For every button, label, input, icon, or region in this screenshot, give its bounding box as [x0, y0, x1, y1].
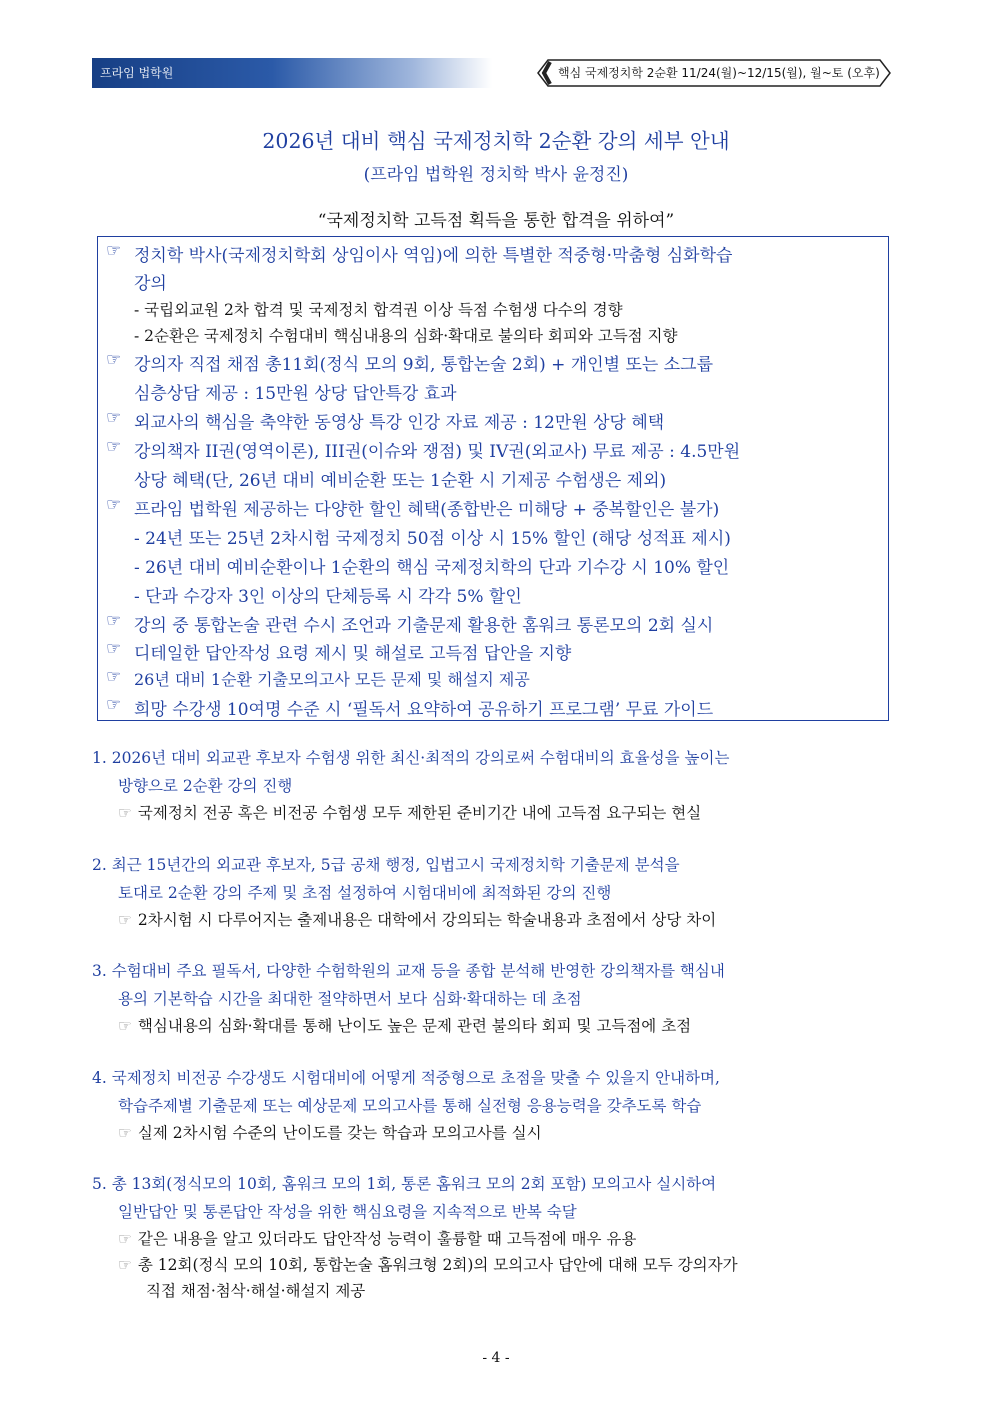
pointing-hand-icon: ☞: [106, 639, 122, 659]
note-text: 핵심내용의 심화·확대를 통해 난이도 높은 문제 관련 불의타 회피 및 고득점에 초점: [137, 1017, 692, 1035]
highlight-text-cont: 심층상담 제공 : 15만원 상당 답안특강 효과: [134, 384, 457, 404]
highlight-subitem: - 단과 수강자 3인 이상의 단체등록 시 각각 5% 할인: [134, 587, 522, 607]
header-academy-label: [92, 58, 492, 88]
note-text-cont: 직접 채점·첨삭·해설·해설지 제공: [146, 1282, 366, 1300]
section-heading: 1. 2026년 대비 외교관 후보자 수험생 위한 최신·최적의 강의로써 수험대비의 효율성을 높이는: [92, 749, 730, 767]
section-heading: 4. 국제정치 비전공 수강생도 시험대비에 어떻게 적중형으로 초점을 맞출 수 있을지 안내하며,: [92, 1069, 720, 1087]
highlight-text: 강의책자 II권(영역이론), III권(이슈와 쟁점) 및 IV권(외교사) 무료 제공 : 4.5만원: [134, 442, 741, 462]
highlight-text: 희망 수강생 10여명 수준 시 ‘필독서 요약하여 공유하기 프로그램’ 무료 가이드: [134, 700, 714, 720]
section-heading-cont: 학습주제별 기출문제 또는 예상문제 모의고사를 통해 실전형 응용능력을 갖추도록 학습: [118, 1097, 702, 1115]
pointing-hand-icon: ☞: [106, 241, 122, 261]
section-note: [118, 1253, 738, 1275]
note-text: 총 12회(정식 모의 10회, 통합논술 홈워크형 2회)의 모의고사 답안에 대해 모두 강의자가: [137, 1256, 738, 1274]
pointing-hand-icon: ☞: [106, 350, 122, 370]
pointing-hand-icon: ☞: [106, 667, 122, 687]
highlight-text-cont: 강의: [134, 274, 167, 294]
pointing-hand-icon: ☞: [106, 611, 122, 631]
header-course-info: [536, 58, 892, 88]
pointing-hand-icon: ☞: [106, 495, 122, 515]
section-note: [118, 1227, 636, 1249]
highlights-box: [97, 236, 889, 721]
section-heading-cont: 용의 기본학습 시간을 최대한 절약하면서 보다 심화·확대하는 데 초점: [118, 990, 582, 1008]
section-heading: 5. 총 13회(정식모의 10회, 홈워크 모의 1회, 통론 홈워크 모의 2회 포함) 모의고사 실시하여: [92, 1175, 717, 1193]
page-title: 2026년 대비 핵심 국제정치학 2순환 강의 세부 안내: [262, 129, 730, 153]
highlight-text: 프라임 법학원 제공하는 다양한 할인 혜택(종합반은 미해당 + 중복할인은 불가): [134, 500, 720, 520]
highlight-text: 강의 중 통합논술 관련 수시 조언과 기출문제 활용한 홈워크 통론모의 2회 실시: [134, 616, 714, 636]
pointing-hand-icon: ☞: [118, 1230, 132, 1248]
pointing-hand-icon: ☞: [118, 1256, 132, 1274]
pointing-hand-icon: ☞: [106, 408, 122, 428]
note-text: 국제정치 전공 혹은 비전공 수험생 모두 제한된 준비기간 내에 고득점 요구되는 현실: [137, 804, 702, 822]
highlight-text: 외교사의 핵심을 축약한 동영상 특강 인강 자료 제공 : 12만원 상당 혜택: [134, 413, 665, 433]
header-academy-text: 프라임 법학원: [100, 66, 174, 80]
highlight-subitem: - 26년 대비 예비순환이나 1순환의 핵심 국제정치학의 단과 기수강 시 10% 할인: [134, 558, 730, 578]
note-text: 2차시험 시 다루어지는 출제내용은 대학에서 강의되는 학술내용과 초점에서 상당 차이: [137, 911, 717, 929]
section-note: [118, 801, 701, 823]
highlight-subitem: - 국립외교원 2차 합격 및 국제정치 합격권 이상 득점 수험생 다수의 경향: [134, 301, 623, 319]
pointing-hand-icon: ☞: [106, 437, 122, 457]
highlight-subitem: - 24년 또는 25년 2차시험 국제정치 50점 이상 시 15% 할인 (해당 성적표 제시): [134, 529, 731, 549]
header-course-text: 핵심 국제정치학 2순환 11/24(월)~12/15(월), 월~토 (오후): [558, 66, 880, 80]
pointing-hand-icon: ☞: [118, 804, 132, 822]
highlight-text: 26년 대비 1순환 기출모의고사 모든 문제 및 해설지 제공: [134, 670, 530, 689]
page-number: - 4 -: [482, 1350, 510, 1366]
highlight-subitem: - 2순환은 국제정치 수험대비 핵심내용의 심화·확대로 불의타 회피와 고득점 지향: [134, 327, 678, 345]
section-note: [118, 908, 716, 930]
note-text: 같은 내용을 알고 있더라도 답안작성 능력이 훌륭할 때 고득점에 매우 유용: [137, 1230, 637, 1248]
pointing-hand-icon: ☞: [118, 1017, 132, 1035]
note-text: 실제 2차시험 수준의 난이도를 갖는 학습과 모의고사를 실시: [137, 1124, 542, 1142]
highlight-text: 정치학 박사(국제정치학회 상임이사 역임)에 의한 특별한 적중형·막춤형 심화학습: [134, 246, 733, 266]
section-heading-cont: 일반답안 및 통론답안 작성을 위한 핵심요령을 지속적으로 반복 숙달: [118, 1203, 577, 1221]
section-heading: 3. 수험대비 주요 필독서, 다양한 수험학원의 교재 등을 종합 분석해 반영한 강의책자를 핵심내: [92, 962, 725, 980]
page-subtitle: (프라임 법학원 정치학 박사 윤정진): [363, 165, 629, 185]
section-note: [118, 1121, 542, 1143]
section-heading-cont: 방향으로 2순환 강의 진행: [118, 777, 293, 795]
highlight-text-cont: 상당 혜택(단, 26년 대비 예비순환 또는 1순환 시 기제공 수험생은 제외): [134, 471, 667, 491]
highlight-text: 강의자 직접 채점 총11회(정식 모의 9회, 통합논술 2회) + 개인별 또는 소그룹: [134, 355, 714, 375]
section-note: [118, 1014, 691, 1036]
highlight-text: 디테일한 답안작성 요령 제시 및 해설로 고득점 답안을 지향: [134, 644, 572, 664]
pointing-hand-icon: ☞: [118, 1124, 132, 1142]
motto: “국제정치학 고득점 획득을 통한 합격을 위하여”: [317, 211, 675, 231]
pointing-hand-icon: ☞: [118, 911, 132, 929]
pointing-hand-icon: ☞: [106, 695, 122, 715]
section-heading: 2. 최근 15년간의 외교관 후보자, 5급 공채 행정, 입법고시 국제정치학 기출문제 분석을: [92, 856, 680, 874]
section-heading-cont: 토대로 2순환 강의 주제 및 초점 설정하여 시험대비에 최적화된 강의 진행: [118, 884, 612, 902]
